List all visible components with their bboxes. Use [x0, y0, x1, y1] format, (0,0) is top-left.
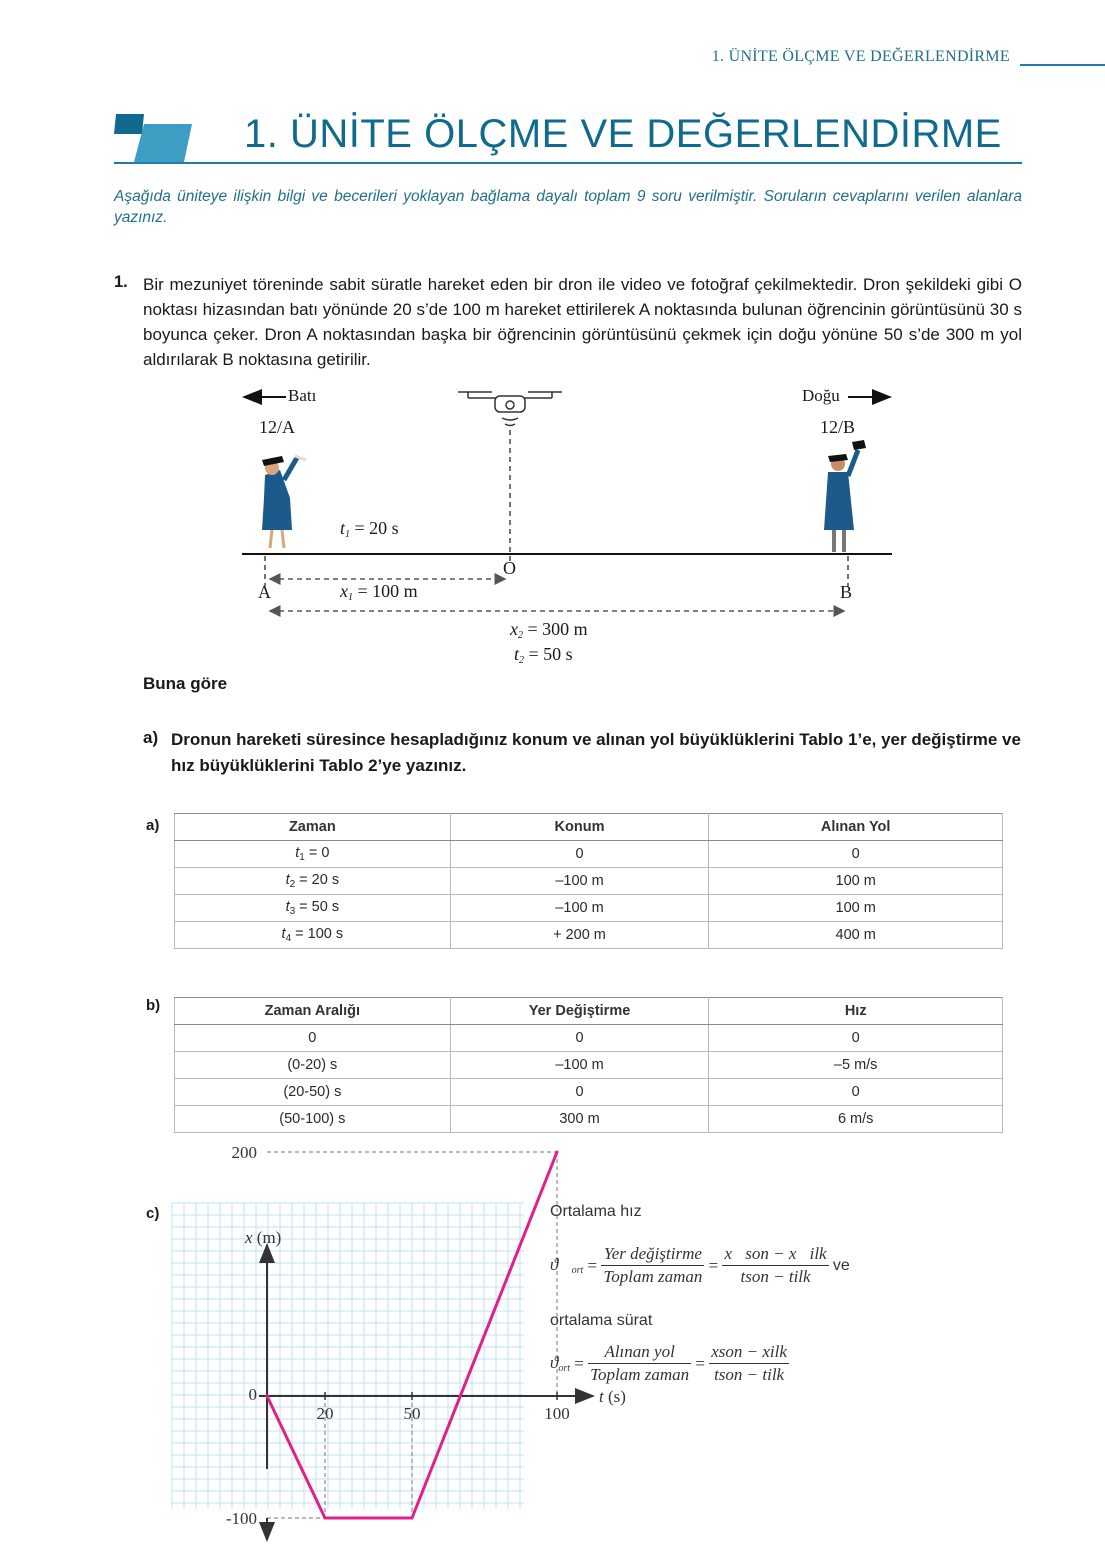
avg-velocity-formula: $ϑ⃗_{ort}$ = $\frac{\text{Yer değiştirme}}{\text{Toplam zaman}}$ = $\frac{\text{x⃗son − x⃗ilk}}{\text{tson − tilk}}$ ve [550, 1244, 850, 1286]
table2-header-yer-degistirme: Yer Değiştirme [450, 998, 709, 1025]
y-tick-label: 200 [231, 1143, 257, 1162]
graduate-a-icon [262, 456, 306, 548]
question-number: 1. [114, 273, 128, 291]
point-b-label: B [840, 582, 853, 602]
table1-yol-cell: 400 m [709, 922, 1003, 949]
x-tick-label: 50 [403, 1404, 421, 1423]
part-a-letter: a) [143, 728, 159, 747]
avg-velocity-label: Ortalama hız [550, 1203, 642, 1220]
data-point [411, 1517, 414, 1520]
page-title: 1. ÜNİTE ÖLÇME VE DEĞERLENDİRME [244, 112, 1002, 156]
graph-label: c) [146, 1205, 160, 1222]
data-point [266, 1395, 269, 1398]
t2-label: $t_2 = 50$ s [514, 644, 573, 666]
title-decoration-icon [114, 114, 194, 164]
table2-header-aralik: Zaman Aralığı [175, 998, 451, 1025]
table-row: (50-100) s 300 m 6 m/s [175, 1106, 1003, 1133]
avg-speed-formula: $ϑ_{ort}$ = $\frac{\text{Alınan yol}}{\text{Toplam zaman}}$ = $\frac{\text{xson − xilk}}{\text{tson − tilk}}$ [550, 1342, 787, 1384]
part-a-text: Dronun hareketi süresince hesapladığınız konum ve alınan yol büyüklüklerini Tablo 1’e, yer değiştirme ve hız büyüklüklerini Tablo 2’ye yazınız. [171, 730, 1021, 775]
table2 [174, 997, 1003, 1133]
x1-label: $x_1 = 100$ m [340, 581, 418, 603]
buna-gore-label: Buna göre [143, 674, 228, 693]
question-text: Bir mezuniyet töreninde sabit süratle hareket eden bir dron ile video ve fotoğraf çekilmektedir. Dron şekildeki gibi O noktası hizasından batı yönünde 20 s’de 100 m hareket ettirilerek A noktasında bulunan öğrencinin görüntüsünü 30 s boyunca çeker. Dron A noktasından başka bir öğrencinin görüntüsünü çekmek için doğu yönüne 50 s’de 300 m yol aldırılarak B noktasına getirilir. [143, 275, 1022, 369]
table-row: $t_1 = 0$ 0 0 [175, 841, 1003, 868]
table1-header-yol: Alınan Yol [709, 814, 1003, 841]
graduate-b-icon [824, 440, 866, 552]
data-point [556, 1151, 559, 1154]
table1-konum-cell: –100 m [450, 895, 709, 922]
table1-label: a) [146, 817, 160, 834]
x-tick-label: 20 [316, 1404, 334, 1423]
table1-yol-cell: 100 m [709, 868, 1003, 895]
x-tick-label: 100 [544, 1404, 570, 1423]
table-row: (0-20) s –100 m –5 m/s [175, 1052, 1003, 1079]
table1-header-konum: Konum [450, 814, 709, 841]
graph-grid [172, 1203, 524, 1509]
running-header: 1. ÜNİTE ÖLÇME VE DEĞERLENDİRME [711, 48, 1010, 65]
point-a-label: A [258, 582, 271, 602]
graph-y-axis-label: x (m) [245, 1228, 282, 1247]
student-b-label: 12/B [820, 417, 856, 437]
table1-yol-cell: 0 [709, 841, 1003, 868]
avg-speed-label: ortalama sürat [550, 1312, 653, 1329]
graph-x-axis-label: t (s) [599, 1387, 626, 1406]
running-header-rule [1020, 64, 1105, 66]
table1-konum-cell: 0 [450, 841, 709, 868]
student-a-label: 12/A [259, 417, 295, 437]
table1-header-zaman: Zaman [175, 814, 451, 841]
drone-figure [240, 380, 900, 680]
drone-icon [458, 392, 562, 426]
y-tick-label: 0 [248, 1385, 257, 1404]
intro-text: Aşağıda üniteye ilişkin bilgi ve becerileri yoklayan bağlama dayalı toplam 9 soru verilmiştir. Soruların cevaplarını verilen alanlara yazınız. [114, 188, 1022, 226]
table1 [174, 813, 1003, 949]
table-row: (20-50) s 0 0 [175, 1079, 1003, 1106]
table-row: $t_3 = 50$ s –100 m 100 m [175, 895, 1003, 922]
data-point [324, 1517, 327, 1520]
west-label: Batı [288, 386, 317, 405]
title-rule [114, 162, 1022, 164]
table1-konum-cell: –100 m [450, 868, 709, 895]
t1-label: $t_1 = 20$ s [340, 518, 399, 540]
table-row: $t_2 = 20$ s –100 m 100 m [175, 868, 1003, 895]
table2-header-hiz: Hız [709, 998, 1003, 1025]
table-row: 0 0 0 [175, 1025, 1003, 1052]
table-row: $t_4 = 100$ s + 200 m 400 m [175, 922, 1003, 949]
y-tick-label: -100 [225, 1509, 257, 1528]
table1-yol-cell: 100 m [709, 895, 1003, 922]
x2-label: $x_2 = 300$ m [510, 619, 588, 641]
point-o-label: O [503, 558, 516, 578]
east-label: Doğu [802, 386, 840, 405]
graph-axes [259, 1245, 593, 1540]
table2-label: b) [146, 997, 161, 1014]
table1-konum-cell: + 200 m [450, 922, 709, 949]
